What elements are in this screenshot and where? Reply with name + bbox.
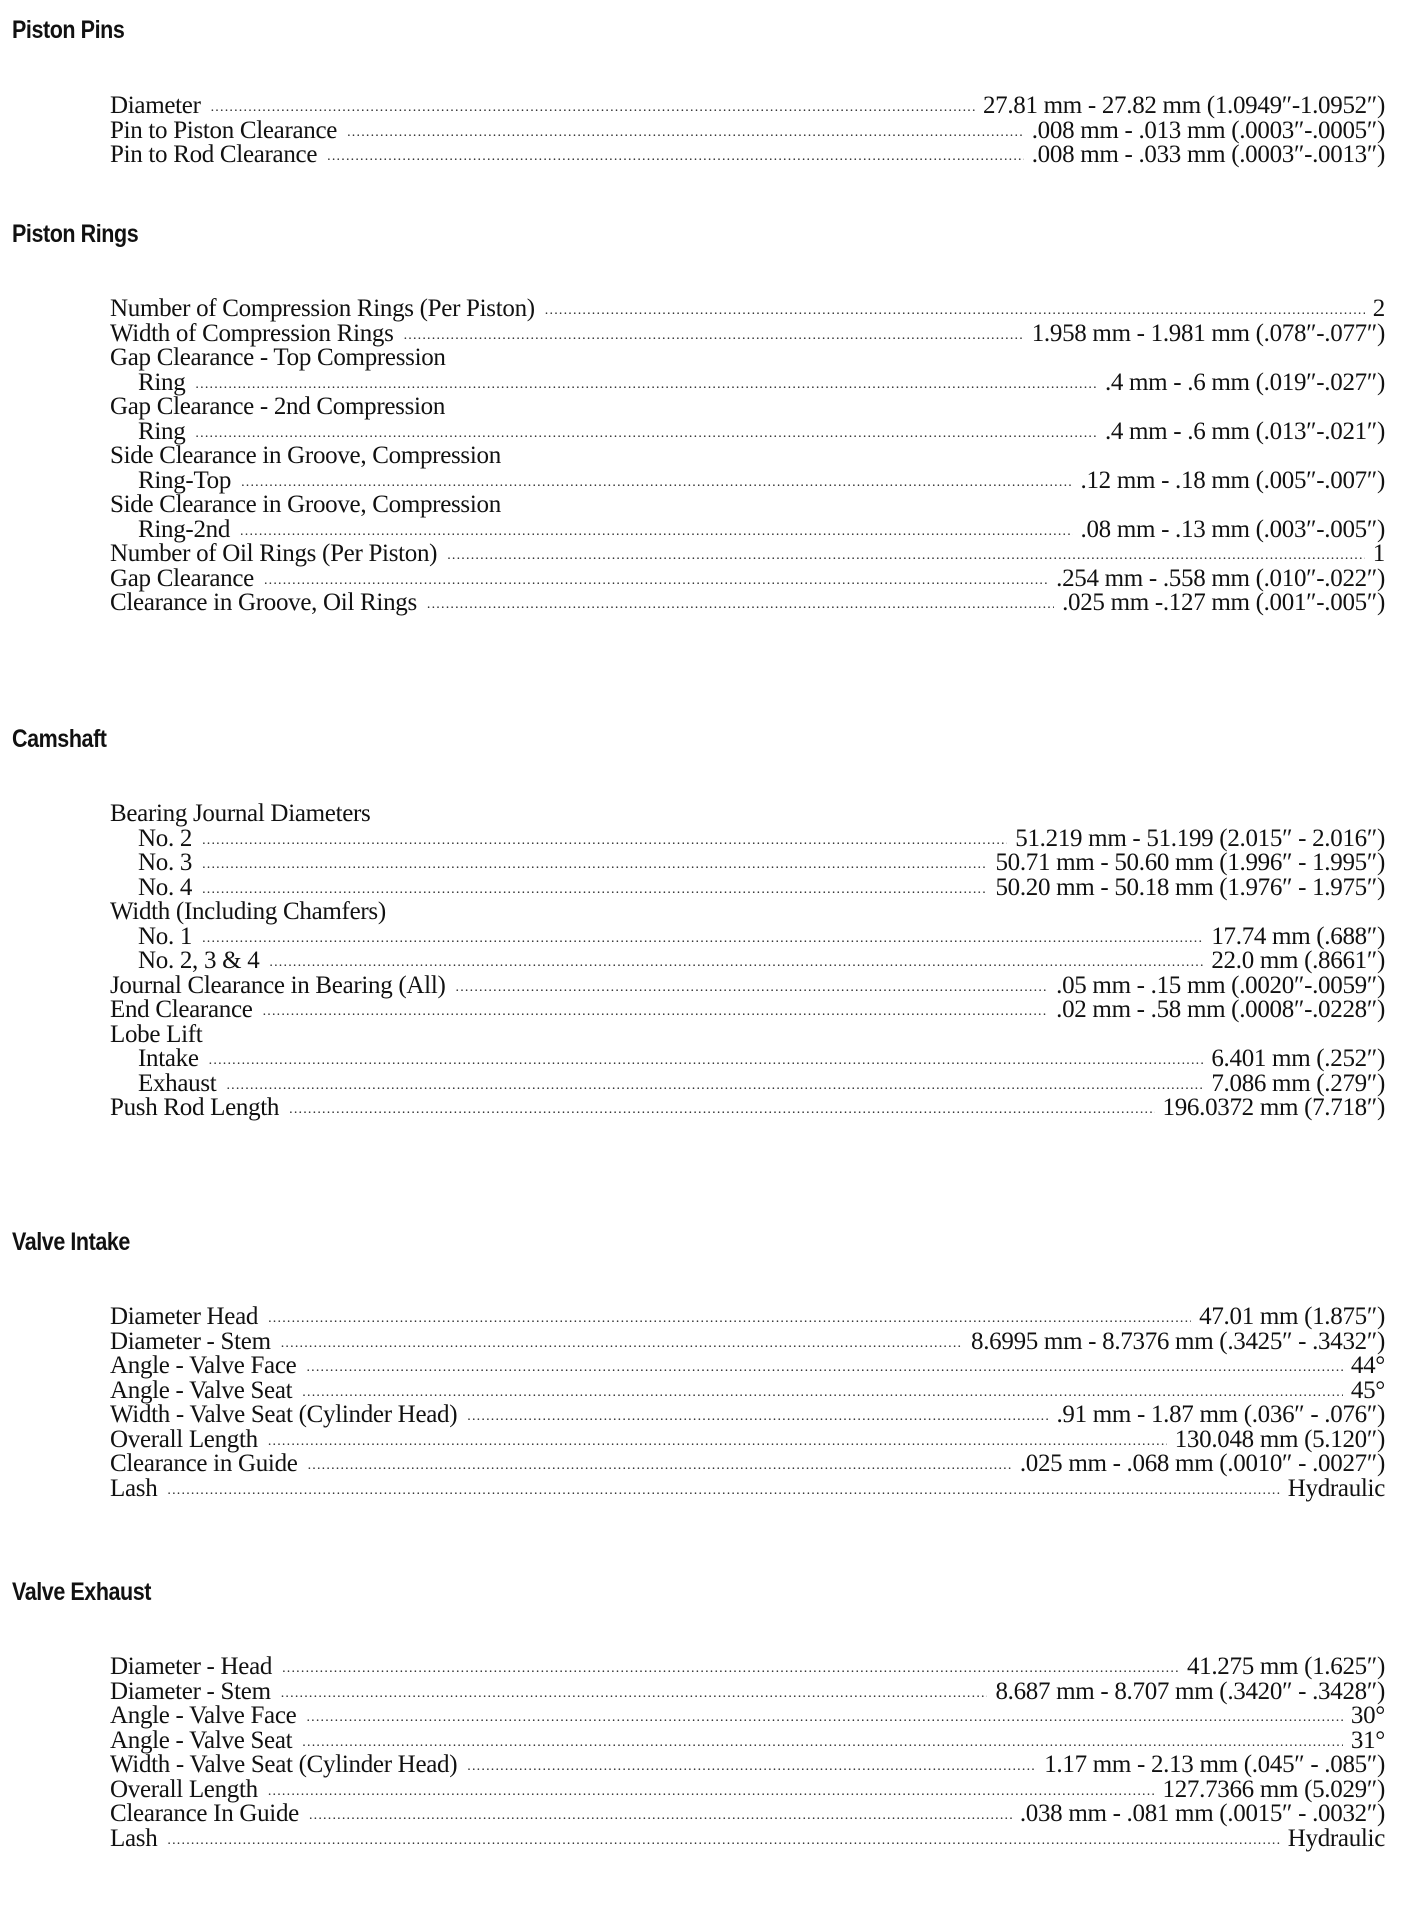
dot-leader [241,471,1072,496]
dot-leader [404,324,1024,349]
spec-label: Clearance in Groove, Oil Rings [110,589,417,616]
dot-leader [327,145,1024,170]
spec-subheading [110,900,1385,925]
dot-leader [306,1706,1342,1731]
section-title: Camshaft [12,725,107,753]
spec-row [110,1824,1385,1852]
spec-row [110,1327,1385,1355]
spec-label: Diameter - Head [110,1653,273,1680]
spec-row [110,515,1385,543]
dot-leader [202,878,987,903]
spec-label: Side Clearance in Groove, Compression [110,442,501,469]
spec-value: 127.7366 mm (5.029″) [1162,1775,1385,1803]
spec-value: .254 mm - .558 mm (.010″-.022″) [1056,564,1385,592]
spec-row [110,1047,1385,1072]
spec-label: No. 2, 3 & 4 [138,947,260,974]
spec-label: Clearance in Guide [110,1450,298,1477]
spec-value: 50.20 mm - 50.18 mm (1.976″ - 1.975″) [995,873,1385,901]
spec-row [110,564,1385,592]
spec-label: Number of Oil Rings (Per Piston) [110,540,438,567]
spec-label: Number of Compression Rings (Per Piston) [110,295,535,322]
spec-label: Ring-Top [138,466,232,494]
spec-value: .12 mm - .18 mm (.005″-.007″) [1080,466,1385,494]
spec-label: Angle - Valve Face [110,1702,297,1729]
spec-row [110,824,1385,852]
dot-leader [167,1829,1279,1854]
spec-value: 196.0372 mm (7.718″) [1162,1094,1385,1121]
spec-label: Pin to Piston Clearance [110,116,338,144]
dot-leader [308,1454,1012,1479]
spec-row [110,1096,1385,1121]
dot-leader [167,1479,1279,1504]
spec-row [110,1753,1385,1778]
spec-label: Diameter [110,92,201,119]
spec-value: 1 [1372,540,1385,567]
spec-value: 1.958 mm - 1.981 mm (.078″-.077″) [1031,319,1385,347]
dot-leader [268,1430,1167,1455]
spec-value: .4 mm - .6 mm (.019″-.027″) [1104,368,1385,396]
dot-leader [347,121,1024,146]
spec-label: Diameter - Stem [110,1327,271,1355]
spec-label: Lash [110,1824,158,1852]
spec-row [110,319,1385,347]
spec-label: Exhaust [138,1069,217,1097]
spec-subheading [110,395,1385,420]
spec-label: End Clearance [110,996,253,1023]
spec-subheading [110,346,1385,371]
dot-leader [195,373,1097,398]
spec-row [110,1775,1385,1803]
dot-leader [195,422,1097,447]
spec-label: Angle - Valve Seat [110,1726,293,1754]
section-title: Valve Intake [12,1228,130,1256]
spec-value: 17.74 mm (.688″) [1211,922,1385,950]
spec-row [110,1354,1385,1379]
spec-list [110,1305,1385,1501]
spec-label: Width - Valve Seat (Cylinder Head) [110,1751,458,1778]
spec-value: .05 mm - .15 mm (.0020″-.0059″) [1056,971,1385,999]
spec-label: Lash [110,1474,158,1502]
dot-leader [467,1755,1036,1780]
spec-row [110,949,1385,974]
spec-row [110,591,1385,616]
spec-value: 51.219 mm - 51.199 (2.015″ - 2.016″) [1015,824,1385,852]
section-title: Piston Rings [12,220,139,248]
spec-value: 6.401 mm (.252″) [1211,1045,1385,1072]
spec-subheading [110,1020,1385,1048]
spec-row [110,1069,1385,1097]
dot-leader [281,1332,963,1357]
dot-leader [302,1731,1343,1756]
spec-list [110,94,1385,168]
spec-row [110,1305,1385,1330]
spec-label: Journal Clearance in Bearing (All) [110,971,446,999]
spec-value: .025 mm - .068 mm (.0010″ - .0027″) [1019,1450,1385,1477]
spec-label: Pin to Rod Clearance [110,141,318,168]
dot-leader [309,1804,1012,1829]
spec-value: 1.17 mm - 2.13 mm (.045″ - .085″) [1044,1751,1385,1778]
spec-value: .4 mm - .6 mm (.013″-.021″) [1104,417,1385,445]
spec-value: .02 mm - .58 mm (.0008″-.0228″) [1056,996,1385,1023]
spec-label: Gap Clearance - Top Compression [110,344,446,371]
spec-value: 31° [1350,1726,1385,1754]
dot-leader [289,1098,1154,1123]
spec-label: Side Clearance in Groove, Compression [110,491,501,518]
spec-label: Diameter Head [110,1303,259,1330]
spec-value: .008 mm - .033 mm (.0003″-.0013″) [1031,141,1385,168]
spec-row [110,1704,1385,1729]
spec-row [110,1726,1385,1754]
dot-leader [282,1657,1179,1682]
dot-leader [545,299,1365,324]
spec-row [110,542,1385,567]
spec-row [110,971,1385,999]
spec-list [110,297,1385,616]
spec-row [110,1802,1385,1827]
spec-label: Bearing Journal Diameters [110,800,371,827]
spec-value: 22.0 mm (.8661″) [1211,947,1385,974]
spec-label: Ring-2nd [138,515,231,543]
spec-value: 47.01 mm (1.875″) [1199,1303,1385,1330]
dot-leader [202,927,1203,952]
spec-label: Overall Length [110,1425,258,1453]
spec-value: Hydraulic [1287,1824,1385,1852]
spec-label: Gap Clearance [110,564,254,592]
spec-value: Hydraulic [1287,1474,1385,1502]
spec-list [110,1655,1385,1851]
spec-subheading [110,802,1385,827]
spec-value: 130.048 mm (5.120″) [1174,1425,1385,1453]
spec-label: Width - Valve Seat (Cylinder Head) [110,1401,458,1428]
dot-leader [456,976,1049,1001]
spec-label: No. 4 [138,873,193,901]
spec-label: No. 2 [138,824,193,852]
spec-row [110,1452,1385,1477]
spec-label: Width (Including Chamfers) [110,898,386,925]
spec-value: .025 mm -.127 mm (.001″-.005″) [1062,589,1385,616]
dot-leader [202,829,1007,854]
dot-leader [302,1381,1343,1406]
dot-leader [269,951,1203,976]
spec-row [110,94,1385,119]
spec-row [110,851,1385,876]
spec-value: 50.71 mm - 50.60 mm (1.996″ - 1.995″) [995,849,1385,876]
dot-leader [240,520,1072,545]
spec-row [110,1376,1385,1404]
spec-list [110,802,1385,1121]
spec-label: Ring [138,368,186,396]
dot-leader [263,1000,1049,1025]
dot-leader [268,1307,1191,1332]
dot-leader [268,1780,1155,1805]
spec-subheading [110,493,1385,518]
spec-value: .91 mm - 1.87 mm (.036″ - .076″) [1056,1401,1385,1428]
spec-label: Intake [138,1045,199,1072]
spec-value: 27.81 mm - 27.82 mm (1.0949″-1.0952″) [982,92,1385,119]
spec-label: Overall Length [110,1775,258,1803]
dot-leader [447,544,1365,569]
dot-leader [264,569,1048,594]
dot-leader [427,593,1054,618]
spec-value: 2 [1372,295,1385,322]
spec-value: 44° [1350,1352,1385,1379]
dot-leader [306,1356,1342,1381]
spec-label: Gap Clearance - 2nd Compression [110,393,446,420]
section-title: Piston Pins [12,16,125,44]
spec-label: Angle - Valve Seat [110,1376,293,1404]
spec-row [110,1474,1385,1502]
dot-leader [467,1405,1048,1430]
dot-leader [281,1682,988,1707]
spec-row [110,873,1385,901]
spec-row [110,143,1385,168]
spec-row [110,466,1385,494]
spec-subheading [110,444,1385,469]
section-title: Valve Exhaust [12,1578,152,1606]
spec-row [110,297,1385,322]
spec-row [110,1655,1385,1680]
spec-label: Lobe Lift [110,1020,203,1048]
dot-leader [211,96,975,121]
spec-row [110,998,1385,1023]
spec-value: 7.086 mm (.279″) [1211,1069,1385,1097]
spec-label: Push Rod Length [110,1094,280,1121]
spec-value: 30° [1350,1702,1385,1729]
spec-row [110,368,1385,396]
spec-row [110,1403,1385,1428]
spec-label: Width of Compression Rings [110,319,394,347]
spec-row [110,1425,1385,1453]
dot-leader [202,853,987,878]
spec-row [110,116,1385,144]
spec-value: .08 mm - .13 mm (.003″-.005″) [1080,515,1385,543]
spec-label: Clearance In Guide [110,1800,299,1827]
spec-label: No. 1 [138,922,193,950]
spec-value: 45° [1350,1376,1385,1404]
spec-row [110,1677,1385,1705]
spec-row [110,417,1385,445]
spec-row [110,922,1385,950]
spec-value: .038 mm - .081 mm (.0015″ - .0032″) [1019,1800,1385,1827]
spec-label: Ring [138,417,186,445]
spec-label: Diameter - Stem [110,1677,271,1705]
spec-value: 41.275 mm (1.625″) [1186,1653,1385,1680]
spec-label: Angle - Valve Face [110,1352,297,1379]
spec-value: 8.6995 mm - 8.7376 mm (.3425″ - .3432″) [971,1327,1385,1355]
spec-value: 8.687 mm - 8.707 mm (.3420″ - .3428″) [995,1677,1385,1705]
dot-leader [226,1074,1203,1099]
spec-value: .008 mm - .013 mm (.0003″-.0005″) [1031,116,1385,144]
spec-label: No. 3 [138,849,193,876]
dot-leader [209,1049,1204,1074]
